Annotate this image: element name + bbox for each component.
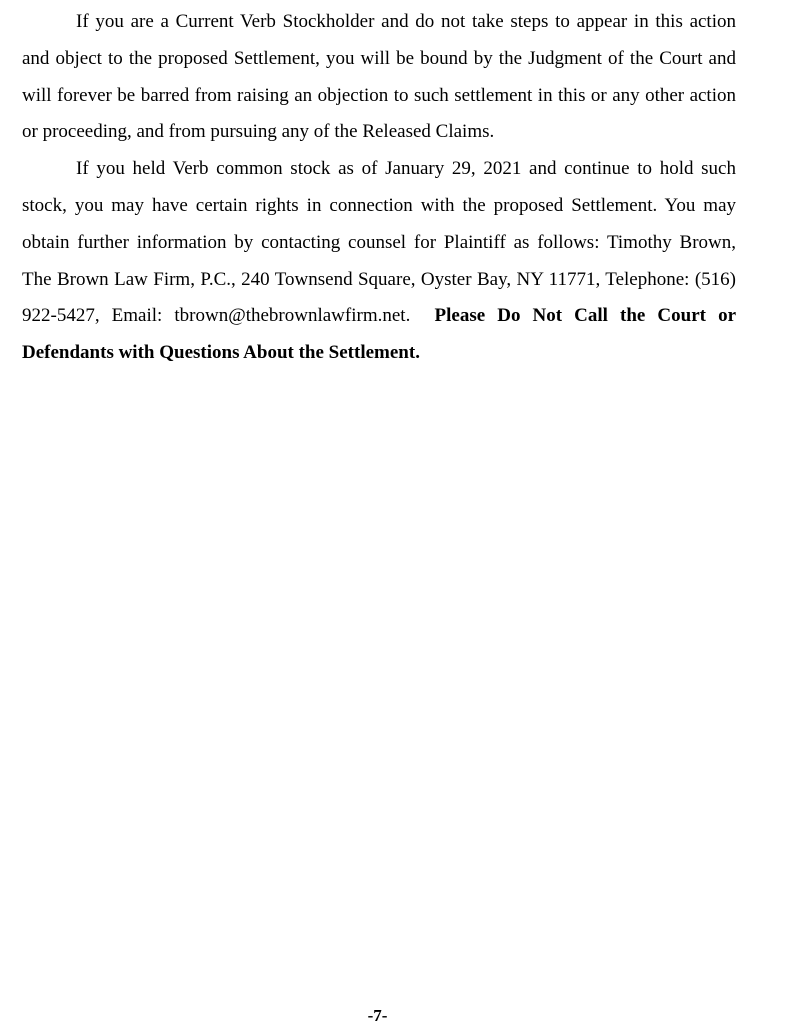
page-number: -7- [367, 1006, 388, 1025]
paragraph-1-text: If you are a Current Verb Stockholder and do not take steps to appear in this action and object to the proposed Settlement, you will be bound by the Judgment of the Court and will forever be barred from raising an objection to such settlement in this or any other action or proceeding, and from pursuing any of the Released Claims. [22, 11, 736, 143]
paragraph-2-bold-notice: Please Do Not Call the Court or Defendants with Questions About the Settlement. [22, 305, 736, 364]
paragraph-contact-information [22, 151, 736, 372]
paragraph-stockholder-objection [22, 4, 736, 151]
document-body [22, 4, 736, 372]
paragraph-2-text: If you held Verb common stock as of January 29, 2021 and continue to hold such stock, you may have certain rights in connection with the proposed Settlement. You may obtain further information by contacting counsel for Plaintiff as follows: Timothy Brown, The Brown Law Firm, P.C., 240 Townsend Square, Oyster Bay, NY 11771, Telephone: (516) 922-5427, Email: tbrown@thebrownlawfirm.net. [22, 158, 736, 327]
